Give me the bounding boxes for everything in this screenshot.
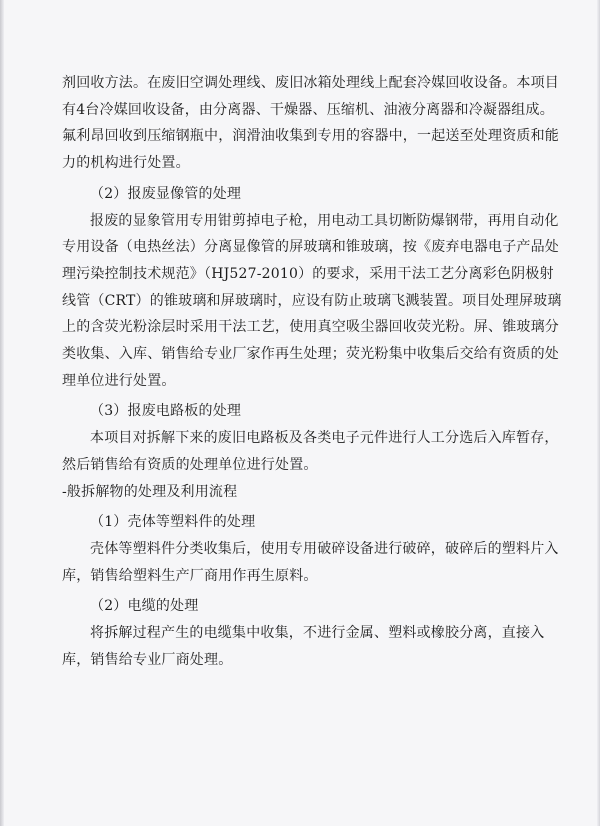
paragraph-cable-disposal: 将拆解过程产生的电缆集中收集，不进行金属、塑料或橡胶分离，直接入库，销售给专业厂商处理。 [62, 625, 545, 668]
heading-circuit-board-disposal: （3）报废电路板的处理 [90, 403, 242, 420]
paragraph-refrigerant-recovery: 剂回收方法。在废旧空调处理线、废旧冰箱处理线上配套冷媒回收设备。本项目有4台冷媒回收设备，由分离器、干燥器、压缩机、油液分离器和冷凝器组成。氟利昂回收到压缩钢瓶中，润滑油收集到专用的容器中，一起送至处理资质和能力的机构进行处置。 [62, 75, 559, 172]
paragraph-circuit-board-disposal: 本项目对拆解下来的废旧电路板及各类电子元件进行人工分选后入库暂存，然后销售给有资质的处理单位进行处置。 [62, 430, 559, 473]
document-body [62, 70, 562, 673]
heading-cable-disposal: （2）电缆的处理 [90, 598, 199, 615]
heading-general-dismantled-items: -般拆解物的处理及利用流程 [62, 483, 238, 500]
heading-crt-disposal: （2）报废显像管的处理 [90, 185, 242, 202]
paragraph-crt-disposal: 报废的显象管用专用钳剪掉电子枪，用电动工具切断防爆钢带，再用自动化专用设备（电热丝法）分离显像管的屏玻璃和锥玻璃，按《废弃电器电子产品处理污染控制技术规范》（HJ527-2010）的要求，采用干法工艺分离彩色阴极射线管（CRT）的锥玻璃和屏玻璃时，应设有防止玻璃飞溅装置。项目处理屏玻璃上的含荧光粉涂层时采用干法工艺，使用真空吸尘器回收荧光粉。屏、锥玻璃分类收集、入库、销售给专业厂家作再生处理；荧光粉集中收集后交给有资质的处理单位进行处置。 [62, 212, 562, 389]
heading-plastic-parts: （1）壳体等塑料件的处理 [90, 514, 256, 531]
paragraph-plastic-parts: 壳体等塑料件分类收集后，使用专用破碎设备进行破碎，破碎后的塑料片入库，销售给塑料生产厂商用作再生原料。 [62, 540, 559, 584]
page-edge-left [0, 0, 4, 826]
